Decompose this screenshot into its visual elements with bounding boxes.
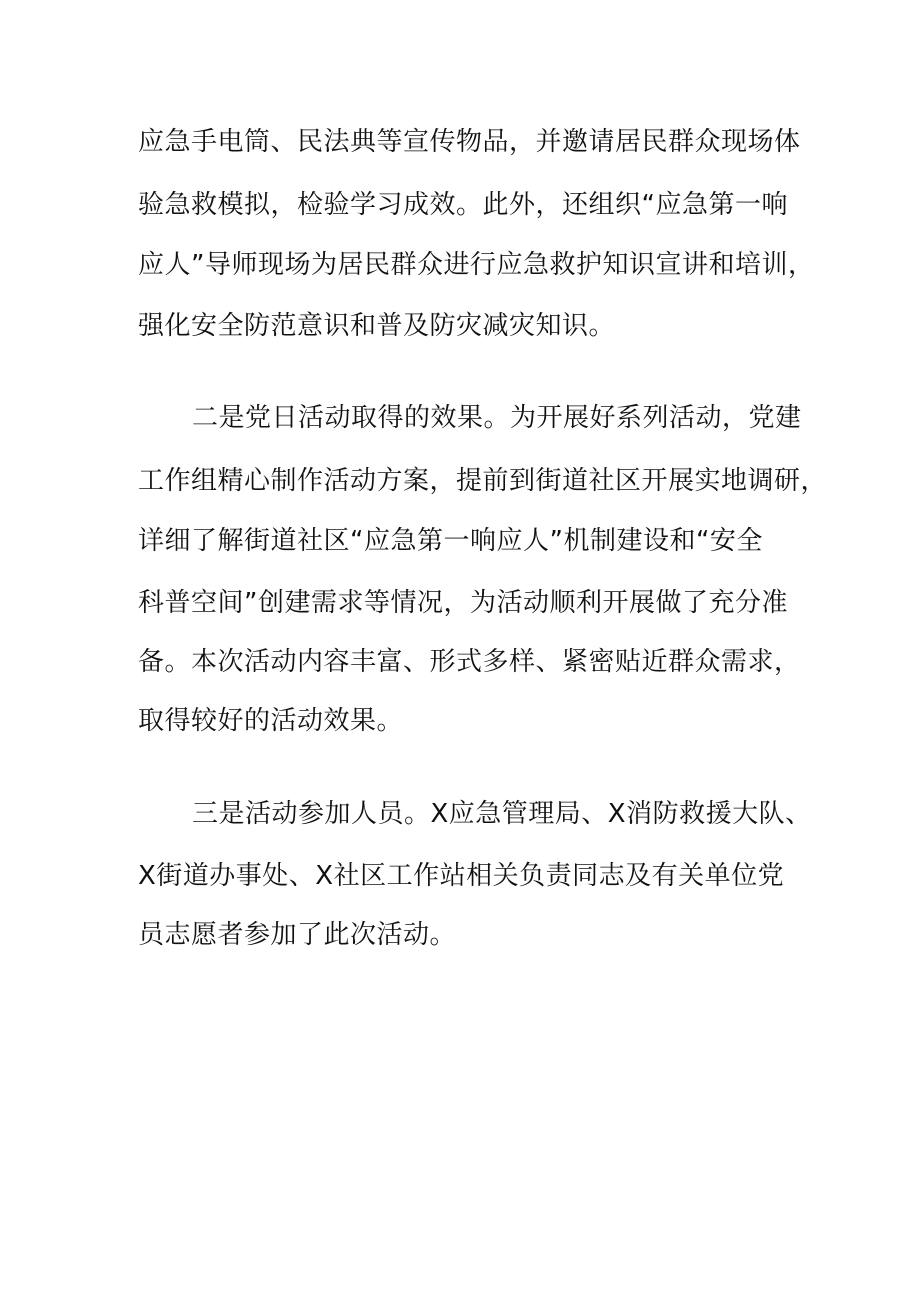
text-line: 应急手电筒、民法典等宣传物品，并邀请居民群众现场体: [138, 127, 801, 157]
text-line: 工作组精心制作活动方案，提前到街道社区开展实地调研，: [138, 466, 828, 496]
text-line: X街道办事处、X社区工作站相关负责同志及有关单位党: [138, 861, 785, 891]
text-line: 强化安全防范意识和普及防灾减灾知识。: [138, 311, 616, 341]
text-line: 三是活动参加人员。X应急管理局、X消防救援大队、: [192, 799, 812, 829]
text-line: 应人”导师现场为居民群众进行应急救护知识宣讲和培训，: [138, 250, 815, 280]
text-line: 员志愿者参加了此次活动。: [138, 920, 457, 950]
text-line: 详细了解街道社区“应急第一响应人”机制建设和“安全: [138, 526, 763, 556]
text-line: 验急救模拟，检验学习成效。此外，还组织“应急第一响: [138, 190, 788, 220]
text-line: 备。本次活动内容丰富、形式多样、紧密贴近群众需求，: [138, 647, 801, 677]
text-line: 科普空间”创建需求等情况，为活动顺利开展做了充分准: [138, 588, 788, 618]
text-line: 取得较好的活动效果。: [138, 706, 404, 736]
text-line: 二是党日活动取得的效果。为开展好系列活动，党建: [192, 403, 802, 433]
